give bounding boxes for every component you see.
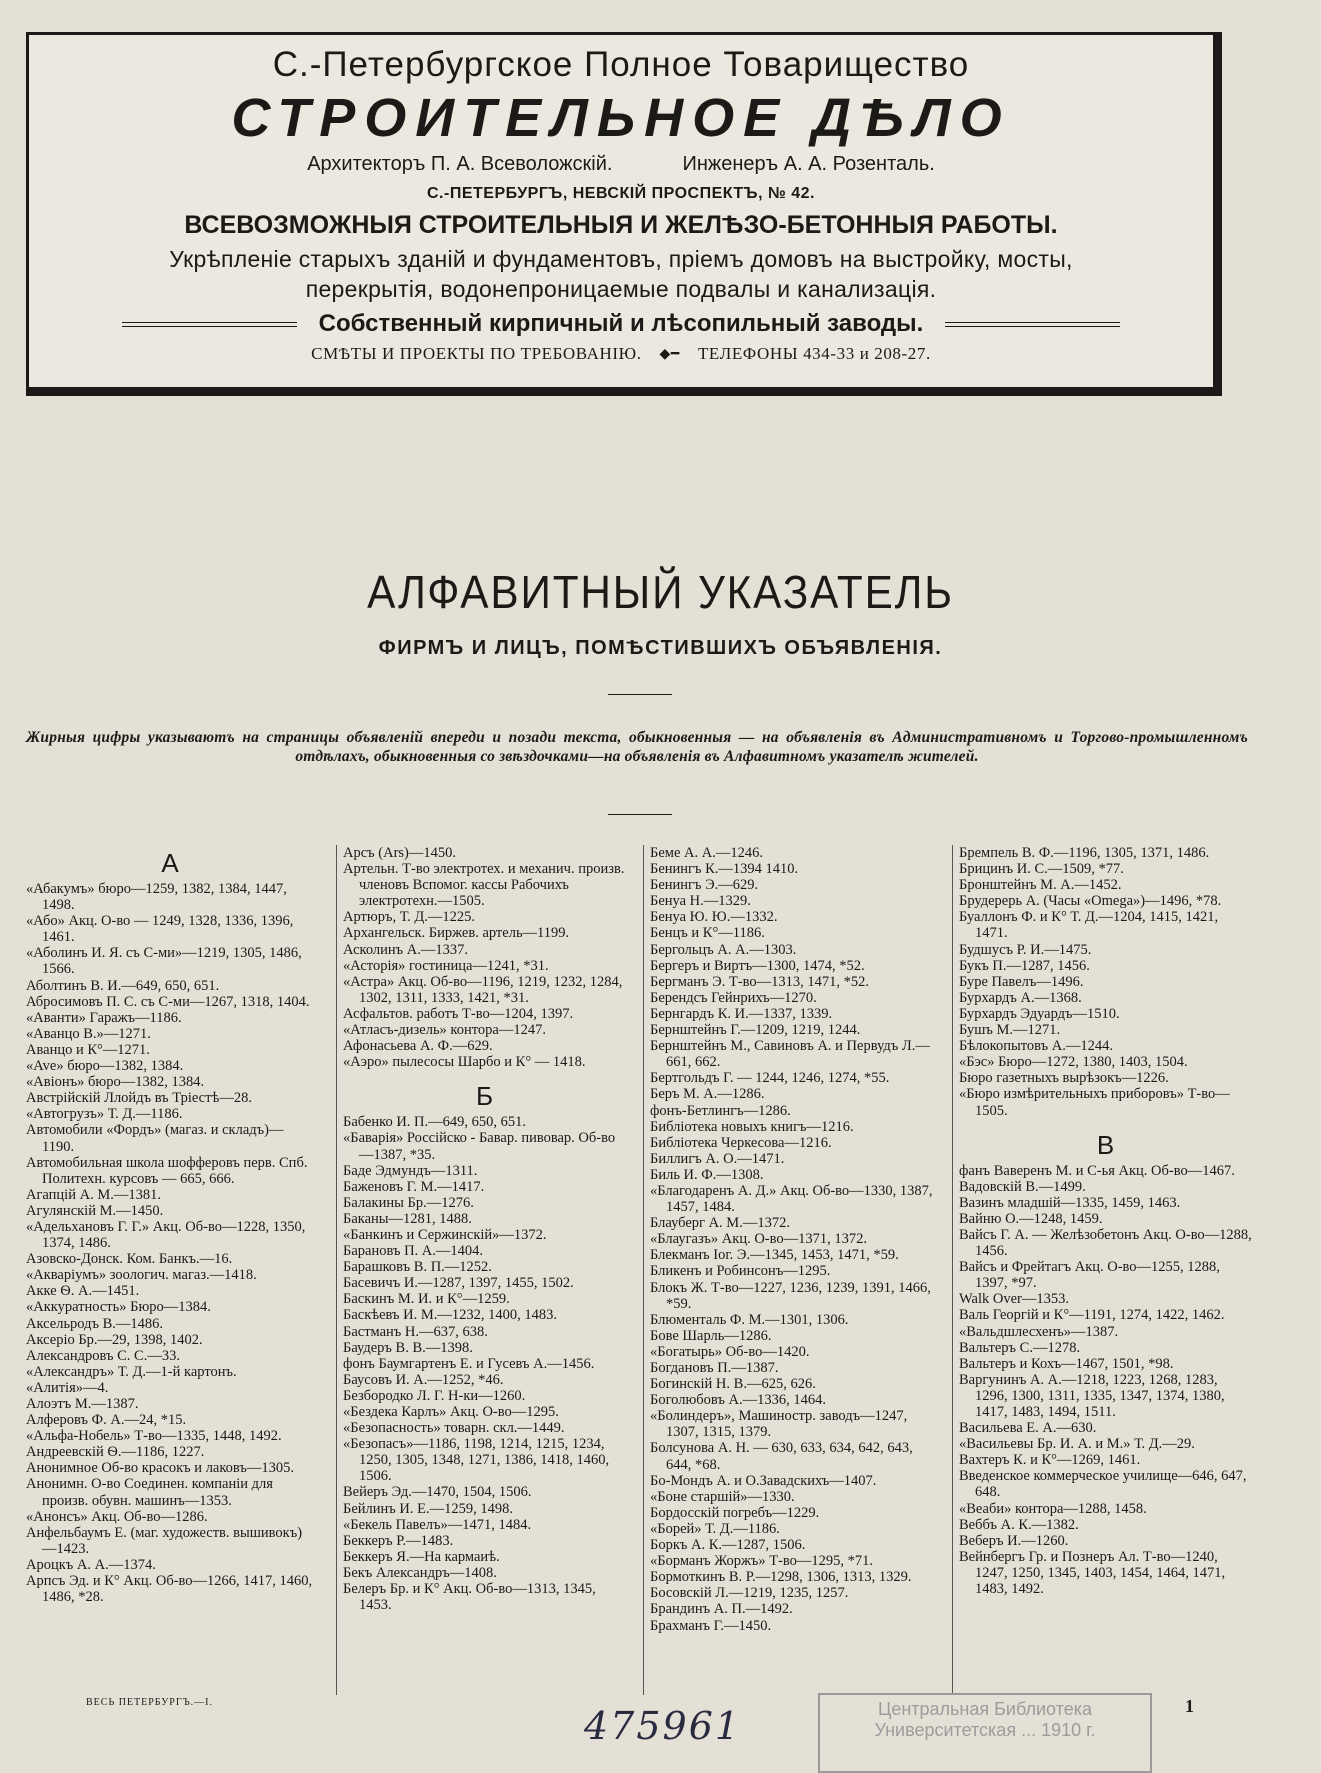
index-entry: Босовскій Л.—1219, 1235, 1257. <box>650 1585 849 1602</box>
index-entry: «Аэро» пылесосы Шарбо и К° — 1418. <box>343 1054 586 1071</box>
index-entry: Алоэтъ М.—1387. <box>26 1396 139 1412</box>
index-entry: Валь Георгій и К°—1191, 1274, 1422, 1462. <box>959 1307 1225 1324</box>
index-entry: Агулянскій М.—1450. <box>26 1202 164 1219</box>
index-entry: «Автогрузъ» Т. Д.—1186. <box>26 1106 183 1123</box>
index-entry: Бейлинъ И. Е.—1259, 1498. <box>343 1500 513 1517</box>
index-entry: «Борей» Т. Д.—1186. <box>650 1520 780 1537</box>
index-entry: Бергманъ Э. Т-во—1313, 1471, *52. <box>650 973 870 990</box>
entry-list <box>343 1114 626 1613</box>
index-columns <box>26 845 1252 1695</box>
index-entry: «Адельхановъ Г. Г.» Акц. Об-во—1228, 1350, 1374, 1486. <box>26 1218 306 1252</box>
index-entry: Walk Over—1353. <box>959 1291 1069 1308</box>
entry-list <box>343 845 626 1070</box>
index-entry: «Ave» бюро—1382, 1384. <box>26 1058 184 1075</box>
index-entry: «Борманъ Жоржъ» Т-во—1295, *71. <box>650 1553 874 1570</box>
entry-list <box>26 881 314 1605</box>
index-entry: Безбородко Л. Г. Н-ки—1260. <box>343 1387 526 1404</box>
index-entry: «Бекель Павелъ»—1471, 1484. <box>343 1516 532 1533</box>
advertisement-box <box>26 32 1222 396</box>
index-entry: Аванцо и К°—1271. <box>26 1041 150 1058</box>
index-entry: Баскинъ М. И. и К°—1259. <box>343 1291 510 1308</box>
ornament-icon: ◆━ <box>659 346 680 362</box>
index-column-1 <box>26 845 314 1695</box>
index-subtitle: ФИРМЪ И ЛИЦЪ, ПОМѢСТИВШИХЪ ОБЪЯВЛЕНІЯ. <box>378 637 943 659</box>
index-entry: Веббъ А. К.—1382. <box>959 1516 1079 1533</box>
index-entry: Агапцій А. М.—1381. <box>26 1186 161 1203</box>
index-entry: «Безопасность» товарн. скл.—1449. <box>343 1420 565 1437</box>
index-entry: Беръ М. А.—1286. <box>650 1086 765 1103</box>
index-entry: Бертгольдъ Г. — 1244, 1246, 1274, *55. <box>650 1070 890 1087</box>
index-entry: фонъ-Бетлингъ—1286. <box>650 1102 791 1119</box>
double-rule <box>122 322 297 327</box>
index-entry: «Васильевы Бр. И. А. и М.» Т. Д.—29. <box>959 1436 1195 1453</box>
index-entry: Арпсъ Эд. и К° Акц. Об-во—1266, 1417, 1460, 1486, *28. <box>26 1573 313 1606</box>
index-entry: Барашковъ В. П.—1252. <box>343 1259 492 1276</box>
index-entry: Вальтеръ и Кохъ—1467, 1501, *98. <box>959 1355 1174 1372</box>
company-name: С.-Петербургское Полное Товарищество <box>272 45 970 84</box>
index-entry: Асфальтов. работъ Т-во—1204, 1397. <box>343 1005 574 1022</box>
index-entry: Вейеръ Эд.—1470, 1504, 1506. <box>343 1484 532 1501</box>
index-entry: «Богатырь» Об-во—1420. <box>650 1343 810 1360</box>
index-entry: Вальтеръ С.—1278. <box>959 1339 1081 1356</box>
index-entry: «Бездека Карлъ» Акц. О-во—1295. <box>343 1404 559 1420</box>
index-entry: Бѣлокопытовъ А.—1244. <box>959 1038 1113 1055</box>
index-entry: Аболтинъ В. И.—649, 650, 651. <box>26 977 220 994</box>
index-entry: Абросимовъ П. С. съ С-ми—1267, 1318, 1404. <box>26 993 310 1010</box>
double-rule <box>945 322 1120 327</box>
library-stamp: Центральная Библиотека Университетская ... 1910 г. <box>818 1693 1152 1773</box>
index-entry: Брахманъ Г.—1450. <box>650 1617 772 1634</box>
index-entry: Букъ П.—1287, 1456. <box>959 957 1090 974</box>
index-entry: «Благодаренъ А. Д.» Акц. Об-во—1330, 1387, 1457, 1484. <box>650 1182 933 1216</box>
index-entry: Александровъ С. С.—33. <box>26 1347 180 1364</box>
index-entry: Автомобили «Фордъ» (магаз. и складъ)—1190. <box>26 1122 284 1155</box>
index-entry: Веберъ И.—1260. <box>959 1532 1069 1549</box>
company-address: С.-ПЕТЕРБУРГЪ, НЕВСКІЙ ПРОСПЕКТЪ, № 42. <box>427 185 815 202</box>
index-entry: Балакины Бр.—1276. <box>343 1194 474 1211</box>
index-entry: Анонимное Об-во красокъ и лаковъ—1305. <box>26 1460 295 1477</box>
index-entry: «Акваріумъ» зоологич. магаз.—1418. <box>26 1267 257 1284</box>
ad-people <box>29 153 1213 176</box>
index-entry: Биллигъ А. О.—1471. <box>650 1150 785 1167</box>
index-entry: «Авіонъ» бюро—1382, 1384. <box>26 1074 205 1091</box>
index-entry: Вазинъ младшій—1335, 1459, 1463. <box>959 1194 1181 1211</box>
index-entry: Баженовъ Г. М.—1417. <box>343 1178 485 1195</box>
index-entry: «Аванцо В.»—1271. <box>26 1025 151 1042</box>
index-entry: «Аккуратность» Бюро—1384. <box>26 1299 211 1316</box>
handwritten-number: 475961 <box>584 1704 742 1748</box>
index-entry: Бастманъ Н.—637, 638. <box>343 1323 488 1340</box>
index-entry: Анонимн. О-во Соединен. компаніи для произв. обувн. машинъ—1353. <box>26 1476 273 1509</box>
index-entry: Баусовъ И. А.—1252, *46. <box>343 1371 504 1388</box>
index-entry: «Баварія» Россійско - Бавар. пивовар. Об-во—1387, *35. <box>343 1130 616 1163</box>
index-entry: Бремпель В. Ф.—1196, 1305, 1371, 1486. <box>959 845 1210 861</box>
index-entry: Автомобильная школа шофферовъ перв. Спб. Политехн. курсовъ — 665, 666. <box>26 1154 308 1187</box>
engineer: Инженеръ А. А. Розенталь. <box>682 153 935 175</box>
index-entry: «Алитія»—4. <box>26 1379 109 1396</box>
index-entry: Афонасьева А. Ф.—629. <box>343 1038 493 1055</box>
index-entry: Азовско-Донск. Ком. Банкъ.—16. <box>26 1251 233 1268</box>
index-entry: Аксельродъ В.—1486. <box>26 1315 164 1332</box>
index-entry: Бабенко И. П.—649, 650, 651. <box>343 1114 527 1131</box>
index-entry: Библіотека новыхъ книгъ—1216. <box>650 1118 854 1135</box>
entry-list <box>959 1163 1252 1598</box>
divider <box>608 814 672 815</box>
index-entry: Бушъ М.—1271. <box>959 1022 1061 1039</box>
index-entry: «Альфа-Нобель» Т-во—1335, 1448, 1492. <box>26 1428 282 1445</box>
plants-text: Собственный кирпичный и лѣсопильный заводы. <box>318 310 924 337</box>
index-entry: Вайсъ Г. А. — Желѣзобетонъ Акц. О-во—1288, 1456. <box>959 1226 1252 1260</box>
plants-line <box>29 310 1213 338</box>
index-entry: «Болиндеръ», Машиностр. заводъ—1247, 1307, 1315, 1379. <box>650 1408 908 1441</box>
index-entry: Буре Павелъ—1496. <box>959 973 1084 990</box>
works-description-line: Укрѣпленіе старыхъ зданій и фундаментовъ, пріемъ домовъ на выстройку, мосты, <box>169 246 1073 272</box>
section-letter: В <box>1096 1129 1115 1160</box>
index-entry: Бо-Мондъ А. и О.Завадскихъ—1407. <box>650 1472 877 1489</box>
index-entry: Бернштейнъ М., Савиновъ А. и Первудъ Л.—661, 662. <box>650 1038 930 1071</box>
index-entry: Вадовскій В.—1499. <box>959 1178 1086 1195</box>
index-entry: Биль И. Ф.—1308. <box>650 1166 764 1183</box>
index-entry: «Боне старшій»—1330. <box>650 1488 795 1505</box>
index-entry: Бове Шарль—1286. <box>650 1327 772 1344</box>
index-column-4 <box>952 845 1252 1695</box>
index-column-2 <box>336 845 626 1695</box>
index-entry: Баскѣевъ И. М.—1232, 1400, 1483. <box>343 1307 558 1324</box>
index-entry: «Або» Акц. О-во — 1249, 1328, 1336, 1396, 1461. <box>26 913 294 946</box>
index-entry: «Асторія» гостиница—1241, *31. <box>343 957 549 974</box>
index-entry: Баудеръ В. В.—1398. <box>343 1339 473 1356</box>
index-entry: Блауберг А. М.—1372. <box>650 1215 790 1232</box>
index-entry: Бурхардъ Эдуардъ—1510. <box>959 1005 1120 1022</box>
index-entry: Бергеръ и Виртъ—1300, 1474, *52. <box>650 957 865 974</box>
index-entry: Бликенъ и Робинсонъ—1295. <box>650 1263 831 1280</box>
works-heading: ВСЕВОЗМОЖНЫЯ СТРОИТЕЛЬНЫЯ И ЖЕЛѢЗО-БЕТОННЫЯ РАБОТЫ. <box>184 211 1058 239</box>
index-entry: Боголюбовъ А.—1336, 1464. <box>650 1392 826 1409</box>
index-entry: Беккеръ Я.—На кармаиѣ. <box>343 1548 500 1565</box>
index-entry: Белеръ Бр. и К° Акц. Об-во—1313, 1345, 1453. <box>343 1581 596 1614</box>
index-entry: Вахтеръ К. и К°—1269, 1461. <box>959 1452 1141 1469</box>
index-entry: Бекъ Александръ—1408. <box>343 1564 497 1581</box>
section-letter: А <box>161 848 179 878</box>
index-entry: Библіотека Черкесова—1216. <box>650 1134 832 1151</box>
entry-list <box>959 845 1252 1119</box>
index-entry: Асколинъ А.—1337. <box>343 941 469 958</box>
index-entry: «Бюро измѣрительныхъ приборовъ» Т-во—1505. <box>959 1086 1230 1119</box>
index-entry: Алферовъ Ф. А.—24, *15. <box>26 1412 187 1429</box>
page-number: 1 <box>1185 1696 1194 1716</box>
index-entry: Богинскій Н. В.—625, 626. <box>650 1376 816 1393</box>
index-entry: Введенское коммерческое училище—646, 647, 648. <box>959 1468 1247 1501</box>
index-entry: Вейнбергъ Гр. и Познеръ Ал. Т-во—1240, 1247, 1250, 1345, 1403, 1454, 1464, 1471, 1483, 1492. <box>959 1548 1226 1598</box>
index-entry: Бергольцъ А. А.—1303. <box>650 941 797 958</box>
index-entry: Блокъ Ж. Т-во—1227, 1236, 1239, 1391, 1466, *59. <box>650 1279 931 1312</box>
index-entry: «Атласъ-дизель» контора—1247. <box>343 1022 546 1039</box>
architect: Архитекторъ П. А. Всеволожскій. <box>307 153 613 175</box>
index-entry: Боркъ А. К.—1287, 1506. <box>650 1537 806 1554</box>
index-entry: «Аболинъ И. Я. съ С-ми»—1219, 1305, 1486, 1566. <box>26 945 302 978</box>
index-entry: Будшусъ Р. И.—1475. <box>959 941 1092 958</box>
index-entry: Брудерерь А. (Часы «Omega»)—1496, *78. <box>959 893 1222 910</box>
index-entry: Вайню О.—1248, 1459. <box>959 1210 1103 1227</box>
index-entry: Бурхардъ А.—1368. <box>959 989 1082 1006</box>
index-entry: Берендсъ Гейнрихъ—1270. <box>650 989 817 1006</box>
works-description-line: перекрытія, водонепроницаемые подвалы и канализація. <box>305 276 937 302</box>
section-letter: Б <box>475 1081 494 1112</box>
index-entry: Блекманъ Іог. Э.—1345, 1453, 1471, *59. <box>650 1247 899 1264</box>
index-entry: «Банкинъ и Сержинскій»—1372. <box>343 1226 547 1243</box>
index-entry: Брицинъ И. С.—1509, *77. <box>959 861 1124 878</box>
estimates-text: СМѢТЫ И ПРОЕКТЫ ПО ТРЕБОВАНІЮ. <box>311 344 642 363</box>
index-entry: «Астра» Акц. Об-во—1196, 1219, 1232, 1284, 1302, 1311, 1333, 1421, *31. <box>343 973 623 1006</box>
index-entry: Бернштейнъ Г.—1209, 1219, 1244. <box>650 1022 861 1039</box>
index-entry: фанъ Вавеpенъ М. и С-ья Акц. Об-во—1467. <box>959 1162 1235 1179</box>
index-entry: Австрійскій Ллойдъ въ Тріестѣ—28. <box>26 1090 252 1107</box>
index-entry: «Анонсъ» Акц. Об-во—1286. <box>26 1508 208 1525</box>
index-entry: «Вальдшлесхенъ»—1387. <box>959 1323 1119 1340</box>
index-entry: Бенингъ К.—1394 1410. <box>650 861 799 878</box>
entry-list <box>650 845 935 1634</box>
divider <box>608 694 672 695</box>
index-entry: Васильева Е. А.—630. <box>959 1420 1097 1437</box>
index-entry: Бордосскій погребъ—1229. <box>650 1504 820 1521</box>
index-entry: Барановъ П. А.—1404. <box>343 1243 484 1260</box>
works-description <box>29 244 1213 304</box>
index-entry: Акке Ѳ. А.—1451. <box>26 1283 140 1300</box>
index-entry: «Веаби» контора—1288, 1458. <box>959 1500 1147 1517</box>
index-entry: Анфельбаумъ Е. (маг. художеств. вышивокъ)—1423. <box>26 1524 303 1557</box>
index-entry: Басевичъ И.—1287, 1397, 1455, 1502. <box>343 1275 574 1292</box>
index-entry: фонъ Баумгартенъ Е. и Гусевъ А.—1456. <box>343 1355 595 1372</box>
index-entry: «Бэс» Бюро—1272, 1380, 1403, 1504. <box>959 1054 1188 1071</box>
index-entry: Бернгардъ К. И.—1337, 1339. <box>650 1005 833 1022</box>
index-entry: Болсунова А. Н. — 630, 633, 634, 642, 643, 644, *68. <box>650 1440 913 1473</box>
index-column-3 <box>643 845 935 1695</box>
index-entry: «Блаугазъ» Акц. О-во—1371, 1372. <box>650 1231 868 1248</box>
index-entry: Бюро газетныхъ вырѣзокъ—1226. <box>959 1070 1169 1087</box>
index-entry: Бенуа Н.—1329. <box>650 893 751 910</box>
phones-text: ТЕЛЕФОНЫ 434-33 и 208-27. <box>697 344 931 363</box>
index-entry: Вайсъ и Фрейтагъ Акц. О-во—1255, 1288, 1397, *97. <box>959 1259 1220 1292</box>
index-entry: Варгунинъ А. А.—1218, 1223, 1268, 1283, 1296, 1300, 1311, 1335, 1347, 1374, 1380, 1417, 1483, 1494, 1511. <box>959 1371 1225 1420</box>
index-entry: «Безопасъ»—1186, 1198, 1214, 1215, 1234, 1250, 1305, 1348, 1271, 1386, 1418, 1460, 1506. <box>343 1436 610 1485</box>
index-entry: Арсъ (Ars)—1450. <box>343 845 457 861</box>
index-entry: Архангельск. Биржев. артель—1199. <box>343 925 570 942</box>
index-entry: Бормоткинъ В. Р.—1298, 1306, 1313, 1329. <box>650 1569 912 1586</box>
index-entry: «Александръ» Т. Д.—1-й картонъ. <box>26 1363 237 1380</box>
ad-bottom-line <box>29 344 1213 364</box>
index-entry: Артюръ, Т. Д.—1225. <box>343 909 475 926</box>
index-entry: Бенингъ Э.—629. <box>650 877 759 894</box>
index-entry: Аксеріо Бр.—29, 1398, 1402. <box>26 1331 203 1348</box>
index-entry: Беккеръ Р.—1483. <box>343 1532 454 1549</box>
index-entry: Богдановъ П.—1387. <box>650 1360 779 1376</box>
index-entry: Баде Эдмундъ—1311. <box>343 1162 478 1179</box>
index-entry: Баканы—1281, 1488. <box>343 1210 472 1227</box>
index-title: АЛФАВИТНЫЙ УКАЗАТЕЛЬ <box>367 566 954 618</box>
index-entry: Ароцкъ А. А.—1374. <box>26 1556 156 1573</box>
index-entry: Беме А. А.—1246. <box>650 845 763 861</box>
company-title: СТРОИТЕЛЬНОЕ ДѢЛО <box>231 88 1011 148</box>
index-entry: Буаллонъ Ф. и К° Т. Д.—1204, 1415, 1421, 1471. <box>959 909 1219 942</box>
index-entry: Андреевскій Ѳ.—1186, 1227. <box>26 1444 205 1461</box>
index-entry: Блюменталь Ф. М.—1301, 1306. <box>650 1311 849 1328</box>
index-entry: Артельн. Т-во электротех. и механич. произв. членовъ Вспомог. кассы Рабочихъ электротехн.—1505. <box>343 861 625 910</box>
index-entry: Бенцъ и К°—1186. <box>650 925 765 942</box>
footer-title: ВЕСЬ ПЕТЕРБУРГЪ.—I. <box>86 1697 214 1708</box>
index-entry: Бенуа Ю. Ю.—1332. <box>650 909 778 926</box>
index-entry: Бронштейнъ М. А.—1452. <box>959 877 1122 894</box>
index-entry: «Абакумъ» бюро—1259, 1382, 1384, 1447, 1498. <box>26 881 287 914</box>
index-entry: Брандинъ А. П.—1492. <box>650 1601 793 1618</box>
index-entry: «Аванти» Гаражъ—1186. <box>26 1009 182 1026</box>
index-note: Жирныя цифры указываютъ на страницы объявленій впереди и позади текста, обыкновенныя — на объявленія въ Административномъ и Торгово-промышленномъ отдѣлахъ, обыкновенныя со звѣздочками—на объявленія въ Алфавитномъ указателѣ жителей. <box>26 729 1248 765</box>
